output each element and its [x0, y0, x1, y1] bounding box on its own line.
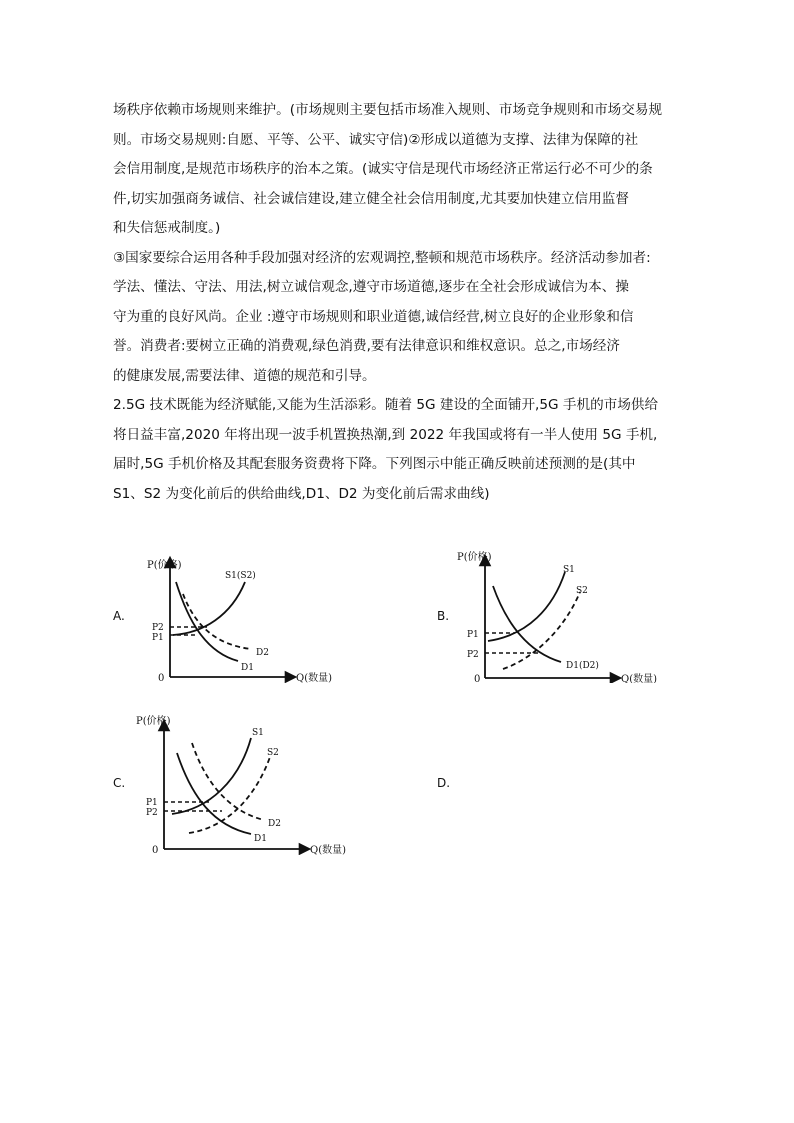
supply-curve — [173, 582, 245, 635]
y-axis-label: P(价格) — [457, 552, 492, 563]
text-line: 场秩序依赖市场规则来维护。(市场规则主要包括市场准入规则、市场竞争规则和市场交易规 — [113, 102, 663, 118]
demand-curve-orig — [176, 582, 238, 661]
text-line: 2.5G 技术既能为经济赋能,又能为生活添彩。随着 5G 建设的全面铺开,5G 手机的市场供给 — [113, 397, 659, 413]
price-label-lower: P2 — [467, 650, 479, 660]
text-line: 届时,5G 手机价格及其配套服务资费将下降。下列图示中能正确反映前述预测的是(其中 — [113, 456, 636, 472]
text-line: 会信用制度,是规范市场秩序的治本之策。(诚实守信是现代市场经济正常运行必不可少的条 — [113, 161, 653, 177]
price-label-lower: P1 — [152, 633, 164, 643]
supply-shifted-label: S2 — [576, 586, 588, 596]
origin-label: 0 — [474, 674, 481, 683]
supply-curve-shifted — [503, 592, 580, 669]
question-text — [113, 96, 693, 509]
text-line: 将日益丰富,2020 年将出现一波手机置换热潮,到 2022 年我国或将有一半人使用 5G 手机, — [113, 426, 658, 443]
text-line: 学法、懂法、守法、用法,树立诚信观念,遵守市场道德,逐步在全社会形成诚信为本、操 — [113, 279, 629, 295]
supply-curve-orig — [488, 572, 565, 641]
demand-shifted-label: D2 — [256, 648, 269, 658]
price-label-lower: P2 — [146, 808, 158, 818]
supply-shifted-label: S2 — [267, 748, 279, 758]
demand-orig-label: D1 — [254, 834, 267, 844]
text-line: ③国家要综合运用各种手段加强对经济的宏观调控,整顿和规范市场秩序。经济活动参加者: — [113, 249, 651, 266]
x-axis-label: Q(数量) — [310, 845, 347, 855]
option-c-label: C. — [113, 776, 126, 790]
text-line: 和失信惩戒制度。) — [113, 220, 221, 236]
y-axis-label: P(价格) — [147, 560, 182, 571]
graph-a — [133, 548, 348, 683]
option-a-label: A. — [113, 609, 125, 623]
option-b-label: B. — [437, 609, 450, 623]
text-line: 件,切实加强商务诚信、社会诚信建设,建立健全社会信用制度,尤其要加快建立信用监督 — [113, 190, 629, 207]
supply-orig-label: S1 — [563, 565, 575, 575]
text-line: 誉。消费者:要树立正确的消费观,绿色消费,要有法律意识和维权意识。总之,市场经济 — [113, 338, 620, 354]
text-line: 守为重的良好风尚。企业 :遵守市场规则和职业道德,诚信经营,树立良好的企业形象和信 — [113, 308, 634, 325]
text-line: 则。市场交易规则:自愿、平等、公平、诚实守信)②形成以道德为支撑、法律为保障的社 — [113, 131, 639, 148]
demand-shifted-label: D2 — [268, 819, 281, 829]
supply-label: S1(S2) — [225, 571, 256, 581]
option-d-label: D. — [437, 776, 451, 790]
origin-label: 0 — [158, 673, 165, 683]
demand-curve — [493, 586, 561, 662]
price-label-upper: P2 — [152, 623, 164, 633]
text-line: S1、S2 为变化前后的供给曲线,D1、D2 为变化前后需求曲线) — [113, 485, 490, 502]
price-label-upper: P1 — [467, 630, 479, 640]
price-label-upper: P1 — [146, 798, 158, 808]
text-line: 的健康发展,需要法律、道德的规范和引导。 — [113, 367, 376, 384]
graph-c — [134, 713, 369, 855]
demand-label: D1(D2) — [566, 661, 599, 671]
supply-curve-orig — [172, 738, 251, 814]
x-axis-label: Q(数量) — [621, 674, 658, 683]
supply-curve-shifted — [189, 757, 270, 833]
x-axis-label: Q(数量) — [296, 673, 333, 683]
supply-orig-label: S1 — [252, 728, 264, 738]
demand-orig-label: D1 — [241, 663, 254, 673]
graph-b — [453, 548, 683, 683]
origin-label: 0 — [152, 845, 159, 855]
y-axis-label: P(价格) — [136, 716, 171, 727]
